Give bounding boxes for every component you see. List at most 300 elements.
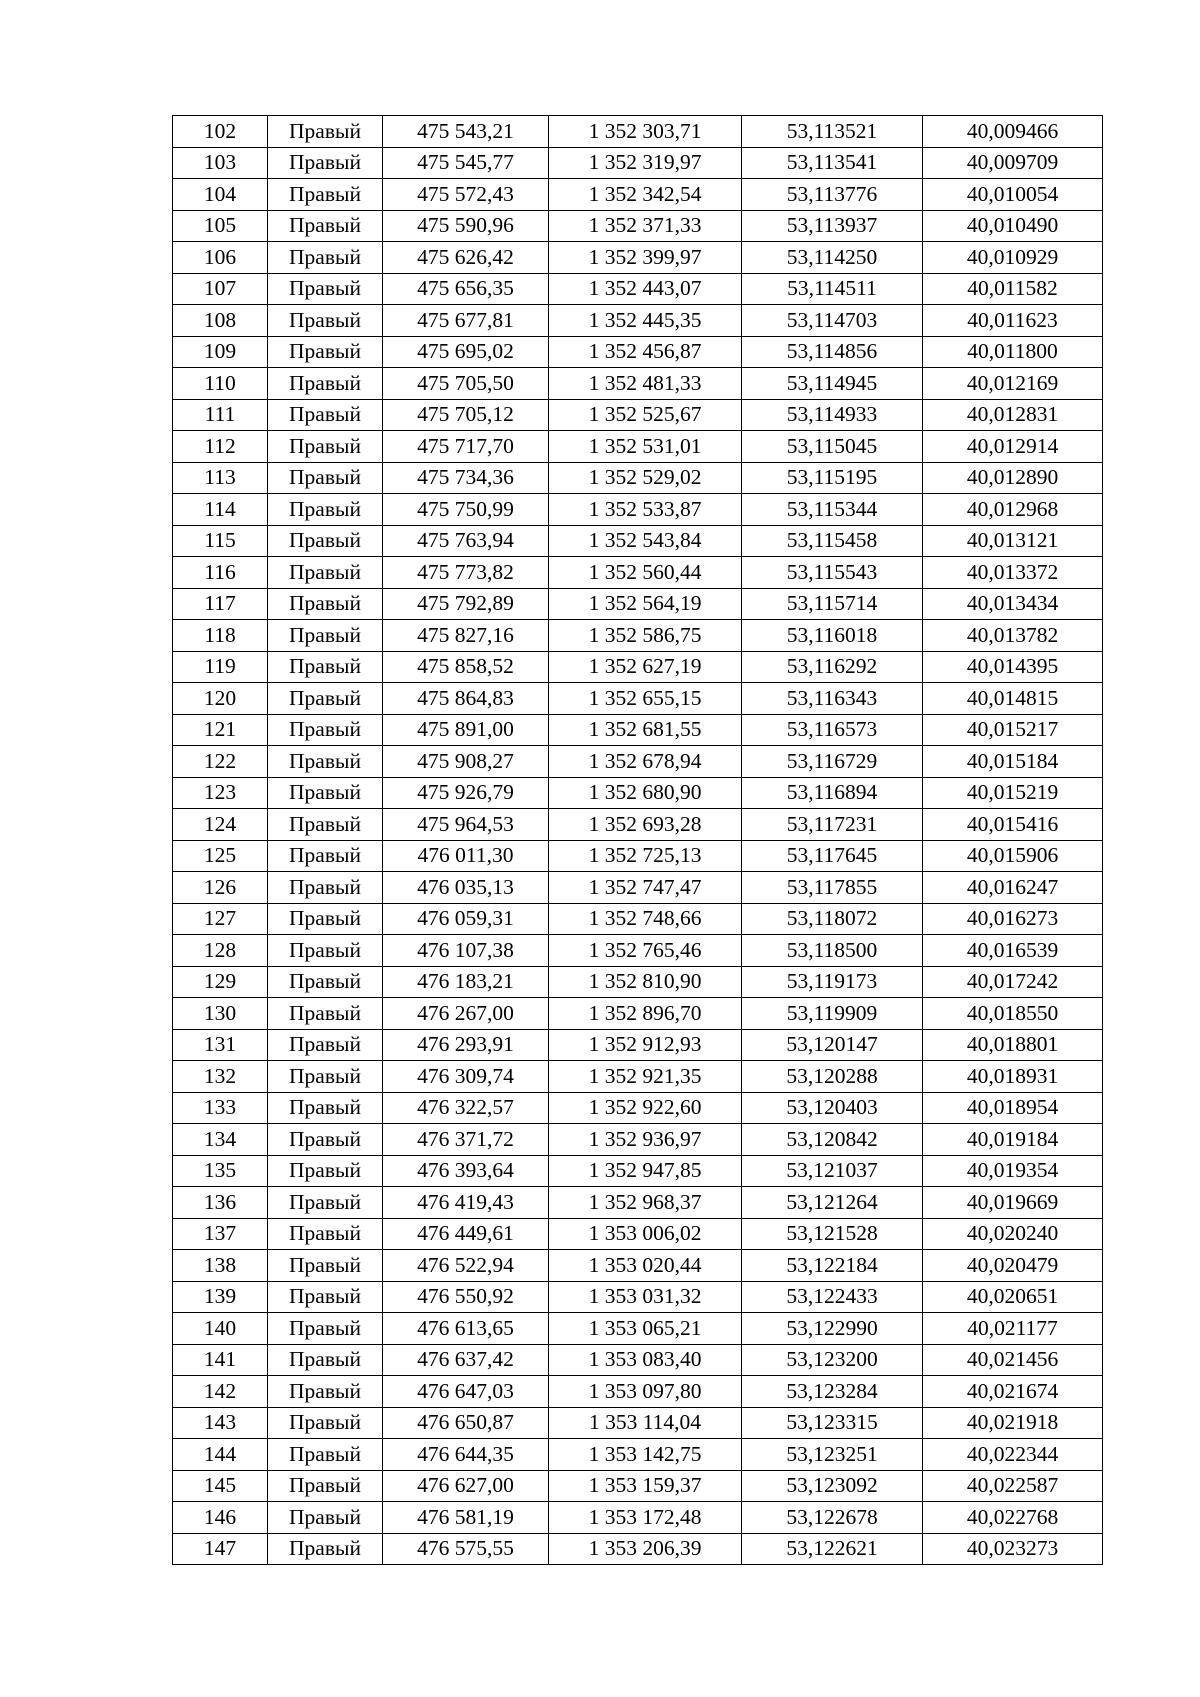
- y-coordinate-cell: 1 352 680,90: [549, 777, 742, 809]
- point-number-cell: 129: [173, 966, 268, 998]
- longitude-cell: 40,013434: [923, 588, 1103, 620]
- bank-side-cell: Правый: [268, 1533, 383, 1565]
- point-number-cell: 132: [173, 1061, 268, 1093]
- x-coordinate-cell: 476 647,03: [383, 1376, 549, 1408]
- x-coordinate-cell: 475 695,02: [383, 336, 549, 368]
- x-coordinate-cell: 476 293,91: [383, 1029, 549, 1061]
- x-coordinate-cell: 475 763,94: [383, 525, 549, 557]
- point-number-cell: 114: [173, 494, 268, 526]
- x-coordinate-cell: 475 891,00: [383, 714, 549, 746]
- bank-side-cell: Правый: [268, 210, 383, 242]
- point-number-cell: 141: [173, 1344, 268, 1376]
- bank-side-cell: Правый: [268, 525, 383, 557]
- table-row: [173, 1187, 1103, 1219]
- bank-side-cell: Правый: [268, 1439, 383, 1471]
- longitude-cell: 40,022344: [923, 1439, 1103, 1471]
- longitude-cell: 40,021177: [923, 1313, 1103, 1345]
- y-coordinate-cell: 1 352 947,85: [549, 1155, 742, 1187]
- x-coordinate-cell: 475 572,43: [383, 179, 549, 211]
- longitude-cell: 40,009709: [923, 147, 1103, 179]
- latitude-cell: 53,115458: [742, 525, 923, 557]
- y-coordinate-cell: 1 353 142,75: [549, 1439, 742, 1471]
- longitude-cell: 40,011582: [923, 273, 1103, 305]
- y-coordinate-cell: 1 352 681,55: [549, 714, 742, 746]
- y-coordinate-cell: 1 352 725,13: [549, 840, 742, 872]
- table-row: [173, 1439, 1103, 1471]
- table-row: [173, 305, 1103, 337]
- longitude-cell: 40,018931: [923, 1061, 1103, 1093]
- x-coordinate-cell: 476 322,57: [383, 1092, 549, 1124]
- y-coordinate-cell: 1 352 912,93: [549, 1029, 742, 1061]
- bank-side-cell: Правый: [268, 179, 383, 211]
- y-coordinate-cell: 1 352 456,87: [549, 336, 742, 368]
- bank-side-cell: Правый: [268, 998, 383, 1030]
- x-coordinate-cell: 476 183,21: [383, 966, 549, 998]
- table-row: [173, 242, 1103, 274]
- x-coordinate-cell: 476 267,00: [383, 998, 549, 1030]
- y-coordinate-cell: 1 353 097,80: [549, 1376, 742, 1408]
- longitude-cell: 40,021456: [923, 1344, 1103, 1376]
- y-coordinate-cell: 1 353 083,40: [549, 1344, 742, 1376]
- bank-side-cell: Правый: [268, 872, 383, 904]
- table-row: [173, 1344, 1103, 1376]
- y-coordinate-cell: 1 352 748,66: [549, 903, 742, 935]
- table-row: [173, 777, 1103, 809]
- point-number-cell: 135: [173, 1155, 268, 1187]
- table-row: [173, 935, 1103, 967]
- table-row: [173, 1029, 1103, 1061]
- table-row: [173, 1313, 1103, 1345]
- point-number-cell: 143: [173, 1407, 268, 1439]
- bank-side-cell: Правый: [268, 242, 383, 274]
- x-coordinate-cell: 475 590,96: [383, 210, 549, 242]
- x-coordinate-cell: 476 575,55: [383, 1533, 549, 1565]
- bank-side-cell: Правый: [268, 777, 383, 809]
- longitude-cell: 40,020240: [923, 1218, 1103, 1250]
- table-row: [173, 1061, 1103, 1093]
- longitude-cell: 40,010054: [923, 179, 1103, 211]
- table-row: [173, 683, 1103, 715]
- x-coordinate-cell: 475 626,42: [383, 242, 549, 274]
- point-number-cell: 145: [173, 1470, 268, 1502]
- x-coordinate-cell: 476 107,38: [383, 935, 549, 967]
- longitude-cell: 40,016247: [923, 872, 1103, 904]
- longitude-cell: 40,012831: [923, 399, 1103, 431]
- y-coordinate-cell: 1 353 020,44: [549, 1250, 742, 1282]
- bank-side-cell: Правый: [268, 399, 383, 431]
- latitude-cell: 53,114703: [742, 305, 923, 337]
- table-row: [173, 1124, 1103, 1156]
- table-row: [173, 1533, 1103, 1565]
- bank-side-cell: Правый: [268, 431, 383, 463]
- point-number-cell: 118: [173, 620, 268, 652]
- y-coordinate-cell: 1 353 206,39: [549, 1533, 742, 1565]
- y-coordinate-cell: 1 352 765,46: [549, 935, 742, 967]
- point-number-cell: 112: [173, 431, 268, 463]
- latitude-cell: 53,123251: [742, 1439, 923, 1471]
- bank-side-cell: Правый: [268, 966, 383, 998]
- point-number-cell: 146: [173, 1502, 268, 1534]
- point-number-cell: 107: [173, 273, 268, 305]
- bank-side-cell: Правый: [268, 336, 383, 368]
- x-coordinate-cell: 475 858,52: [383, 651, 549, 683]
- longitude-cell: 40,023273: [923, 1533, 1103, 1565]
- y-coordinate-cell: 1 352 968,37: [549, 1187, 742, 1219]
- x-coordinate-cell: 476 550,92: [383, 1281, 549, 1313]
- y-coordinate-cell: 1 353 172,48: [549, 1502, 742, 1534]
- x-coordinate-cell: 476 449,61: [383, 1218, 549, 1250]
- table-row: [173, 714, 1103, 746]
- longitude-cell: 40,012914: [923, 431, 1103, 463]
- table-row: [173, 1218, 1103, 1250]
- bank-side-cell: Правый: [268, 1124, 383, 1156]
- longitude-cell: 40,016273: [923, 903, 1103, 935]
- bank-side-cell: Правый: [268, 273, 383, 305]
- table-row: [173, 179, 1103, 211]
- bank-side-cell: Правый: [268, 1376, 383, 1408]
- longitude-cell: 40,013782: [923, 620, 1103, 652]
- latitude-cell: 53,116343: [742, 683, 923, 715]
- y-coordinate-cell: 1 352 922,60: [549, 1092, 742, 1124]
- latitude-cell: 53,117855: [742, 872, 923, 904]
- table-row: [173, 1470, 1103, 1502]
- bank-side-cell: Правый: [268, 903, 383, 935]
- bank-side-cell: Правый: [268, 809, 383, 841]
- longitude-cell: 40,022768: [923, 1502, 1103, 1534]
- point-number-cell: 108: [173, 305, 268, 337]
- table-row: [173, 872, 1103, 904]
- latitude-cell: 53,120403: [742, 1092, 923, 1124]
- latitude-cell: 53,113937: [742, 210, 923, 242]
- y-coordinate-cell: 1 352 560,44: [549, 557, 742, 589]
- longitude-cell: 40,015217: [923, 714, 1103, 746]
- latitude-cell: 53,121037: [742, 1155, 923, 1187]
- bank-side-cell: Правый: [268, 1187, 383, 1219]
- y-coordinate-cell: 1 352 533,87: [549, 494, 742, 526]
- longitude-cell: 40,018801: [923, 1029, 1103, 1061]
- x-coordinate-cell: 476 522,94: [383, 1250, 549, 1282]
- point-number-cell: 122: [173, 746, 268, 778]
- table-row: [173, 588, 1103, 620]
- table-row: [173, 1092, 1103, 1124]
- y-coordinate-cell: 1 352 810,90: [549, 966, 742, 998]
- latitude-cell: 53,122678: [742, 1502, 923, 1534]
- y-coordinate-cell: 1 352 531,01: [549, 431, 742, 463]
- point-number-cell: 139: [173, 1281, 268, 1313]
- table-row: [173, 966, 1103, 998]
- table-row: [173, 1502, 1103, 1534]
- point-number-cell: 140: [173, 1313, 268, 1345]
- longitude-cell: 40,009466: [923, 116, 1103, 148]
- table-row: [173, 1155, 1103, 1187]
- point-number-cell: 117: [173, 588, 268, 620]
- bank-side-cell: Правый: [268, 1407, 383, 1439]
- latitude-cell: 53,113776: [742, 179, 923, 211]
- y-coordinate-cell: 1 352 303,71: [549, 116, 742, 148]
- table-row: [173, 746, 1103, 778]
- x-coordinate-cell: 476 011,30: [383, 840, 549, 872]
- x-coordinate-cell: 475 926,79: [383, 777, 549, 809]
- latitude-cell: 53,118500: [742, 935, 923, 967]
- bank-side-cell: Правый: [268, 462, 383, 494]
- table-row: [173, 1250, 1103, 1282]
- latitude-cell: 53,114511: [742, 273, 923, 305]
- latitude-cell: 53,119909: [742, 998, 923, 1030]
- bank-side-cell: Правый: [268, 588, 383, 620]
- x-coordinate-cell: 475 864,83: [383, 683, 549, 715]
- point-number-cell: 124: [173, 809, 268, 841]
- longitude-cell: 40,019184: [923, 1124, 1103, 1156]
- table-row: [173, 399, 1103, 431]
- bank-side-cell: Правый: [268, 620, 383, 652]
- x-coordinate-cell: 475 792,89: [383, 588, 549, 620]
- latitude-cell: 53,116573: [742, 714, 923, 746]
- x-coordinate-cell: 475 827,16: [383, 620, 549, 652]
- latitude-cell: 53,115714: [742, 588, 923, 620]
- point-number-cell: 142: [173, 1376, 268, 1408]
- bank-side-cell: Правый: [268, 494, 383, 526]
- bank-side-cell: Правый: [268, 1344, 383, 1376]
- y-coordinate-cell: 1 352 319,97: [549, 147, 742, 179]
- table-row: [173, 431, 1103, 463]
- y-coordinate-cell: 1 352 564,19: [549, 588, 742, 620]
- point-number-cell: 130: [173, 998, 268, 1030]
- x-coordinate-cell: 476 393,64: [383, 1155, 549, 1187]
- latitude-cell: 53,115543: [742, 557, 923, 589]
- bank-side-cell: Правый: [268, 368, 383, 400]
- latitude-cell: 53,116292: [742, 651, 923, 683]
- longitude-cell: 40,021918: [923, 1407, 1103, 1439]
- latitude-cell: 53,114250: [742, 242, 923, 274]
- point-number-cell: 144: [173, 1439, 268, 1471]
- point-number-cell: 106: [173, 242, 268, 274]
- point-number-cell: 147: [173, 1533, 268, 1565]
- x-coordinate-cell: 476 059,31: [383, 903, 549, 935]
- bank-side-cell: Правый: [268, 1029, 383, 1061]
- point-number-cell: 137: [173, 1218, 268, 1250]
- latitude-cell: 53,117231: [742, 809, 923, 841]
- x-coordinate-cell: 476 371,72: [383, 1124, 549, 1156]
- point-number-cell: 128: [173, 935, 268, 967]
- y-coordinate-cell: 1 353 031,32: [549, 1281, 742, 1313]
- y-coordinate-cell: 1 352 586,75: [549, 620, 742, 652]
- latitude-cell: 53,123315: [742, 1407, 923, 1439]
- y-coordinate-cell: 1 352 543,84: [549, 525, 742, 557]
- latitude-cell: 53,118072: [742, 903, 923, 935]
- x-coordinate-cell: 475 543,21: [383, 116, 549, 148]
- point-number-cell: 102: [173, 116, 268, 148]
- point-number-cell: 125: [173, 840, 268, 872]
- x-coordinate-cell: 475 964,53: [383, 809, 549, 841]
- table-row: [173, 494, 1103, 526]
- longitude-cell: 40,011800: [923, 336, 1103, 368]
- x-coordinate-cell: 475 656,35: [383, 273, 549, 305]
- bank-side-cell: Правый: [268, 1281, 383, 1313]
- latitude-cell: 53,113541: [742, 147, 923, 179]
- coordinates-table: [172, 115, 1103, 1565]
- latitude-cell: 53,123284: [742, 1376, 923, 1408]
- table-row: [173, 651, 1103, 683]
- table-row: [173, 1407, 1103, 1439]
- y-coordinate-cell: 1 352 936,97: [549, 1124, 742, 1156]
- bank-side-cell: Правый: [268, 1502, 383, 1534]
- table-body: [173, 116, 1103, 1565]
- bank-side-cell: Правый: [268, 840, 383, 872]
- latitude-cell: 53,116894: [742, 777, 923, 809]
- latitude-cell: 53,116729: [742, 746, 923, 778]
- longitude-cell: 40,012968: [923, 494, 1103, 526]
- x-coordinate-cell: 475 705,50: [383, 368, 549, 400]
- y-coordinate-cell: 1 352 627,19: [549, 651, 742, 683]
- x-coordinate-cell: 476 637,42: [383, 1344, 549, 1376]
- longitude-cell: 40,010929: [923, 242, 1103, 274]
- x-coordinate-cell: 476 035,13: [383, 872, 549, 904]
- table-row: [173, 809, 1103, 841]
- latitude-cell: 53,123200: [742, 1344, 923, 1376]
- latitude-cell: 53,123092: [742, 1470, 923, 1502]
- y-coordinate-cell: 1 352 678,94: [549, 746, 742, 778]
- table-row: [173, 525, 1103, 557]
- table-row: [173, 620, 1103, 652]
- y-coordinate-cell: 1 352 443,07: [549, 273, 742, 305]
- latitude-cell: 53,117645: [742, 840, 923, 872]
- longitude-cell: 40,020479: [923, 1250, 1103, 1282]
- longitude-cell: 40,011623: [923, 305, 1103, 337]
- longitude-cell: 40,013372: [923, 557, 1103, 589]
- longitude-cell: 40,016539: [923, 935, 1103, 967]
- bank-side-cell: Правый: [268, 1155, 383, 1187]
- bank-side-cell: Правый: [268, 1250, 383, 1282]
- latitude-cell: 53,120288: [742, 1061, 923, 1093]
- latitude-cell: 53,121528: [742, 1218, 923, 1250]
- table-row: [173, 462, 1103, 494]
- bank-side-cell: Правый: [268, 557, 383, 589]
- bank-side-cell: Правый: [268, 746, 383, 778]
- y-coordinate-cell: 1 352 399,97: [549, 242, 742, 274]
- y-coordinate-cell: 1 352 747,47: [549, 872, 742, 904]
- table-row: [173, 116, 1103, 148]
- bank-side-cell: Правый: [268, 935, 383, 967]
- longitude-cell: 40,015906: [923, 840, 1103, 872]
- y-coordinate-cell: 1 352 693,28: [549, 809, 742, 841]
- y-coordinate-cell: 1 352 371,33: [549, 210, 742, 242]
- table-row: [173, 557, 1103, 589]
- y-coordinate-cell: 1 352 529,02: [549, 462, 742, 494]
- point-number-cell: 121: [173, 714, 268, 746]
- longitude-cell: 40,013121: [923, 525, 1103, 557]
- longitude-cell: 40,019354: [923, 1155, 1103, 1187]
- y-coordinate-cell: 1 352 655,15: [549, 683, 742, 715]
- x-coordinate-cell: 475 908,27: [383, 746, 549, 778]
- y-coordinate-cell: 1 352 445,35: [549, 305, 742, 337]
- point-number-cell: 113: [173, 462, 268, 494]
- point-number-cell: 119: [173, 651, 268, 683]
- table-row: [173, 840, 1103, 872]
- point-number-cell: 111: [173, 399, 268, 431]
- point-number-cell: 138: [173, 1250, 268, 1282]
- table-row: [173, 336, 1103, 368]
- latitude-cell: 53,120842: [742, 1124, 923, 1156]
- table-row: [173, 998, 1103, 1030]
- table-row: [173, 903, 1103, 935]
- x-coordinate-cell: 476 309,74: [383, 1061, 549, 1093]
- x-coordinate-cell: 476 419,43: [383, 1187, 549, 1219]
- point-number-cell: 131: [173, 1029, 268, 1061]
- latitude-cell: 53,120147: [742, 1029, 923, 1061]
- point-number-cell: 133: [173, 1092, 268, 1124]
- point-number-cell: 136: [173, 1187, 268, 1219]
- longitude-cell: 40,019669: [923, 1187, 1103, 1219]
- x-coordinate-cell: 475 705,12: [383, 399, 549, 431]
- latitude-cell: 53,122990: [742, 1313, 923, 1345]
- bank-side-cell: Правый: [268, 1313, 383, 1345]
- y-coordinate-cell: 1 353 159,37: [549, 1470, 742, 1502]
- y-coordinate-cell: 1 352 525,67: [549, 399, 742, 431]
- x-coordinate-cell: 475 750,99: [383, 494, 549, 526]
- x-coordinate-cell: 475 677,81: [383, 305, 549, 337]
- bank-side-cell: Правый: [268, 1218, 383, 1250]
- x-coordinate-cell: 475 734,36: [383, 462, 549, 494]
- latitude-cell: 53,113521: [742, 116, 923, 148]
- x-coordinate-cell: 475 545,77: [383, 147, 549, 179]
- y-coordinate-cell: 1 352 921,35: [549, 1061, 742, 1093]
- point-number-cell: 110: [173, 368, 268, 400]
- point-number-cell: 120: [173, 683, 268, 715]
- longitude-cell: 40,018954: [923, 1092, 1103, 1124]
- longitude-cell: 40,021674: [923, 1376, 1103, 1408]
- table-row: [173, 210, 1103, 242]
- x-coordinate-cell: 476 613,65: [383, 1313, 549, 1345]
- longitude-cell: 40,014395: [923, 651, 1103, 683]
- latitude-cell: 53,115045: [742, 431, 923, 463]
- latitude-cell: 53,122621: [742, 1533, 923, 1565]
- latitude-cell: 53,114856: [742, 336, 923, 368]
- x-coordinate-cell: 476 644,35: [383, 1439, 549, 1471]
- bank-side-cell: Правый: [268, 116, 383, 148]
- y-coordinate-cell: 1 353 065,21: [549, 1313, 742, 1345]
- bank-side-cell: Правый: [268, 1061, 383, 1093]
- point-number-cell: 115: [173, 525, 268, 557]
- latitude-cell: 53,114945: [742, 368, 923, 400]
- bank-side-cell: Правый: [268, 714, 383, 746]
- table-row: [173, 1281, 1103, 1313]
- point-number-cell: 126: [173, 872, 268, 904]
- y-coordinate-cell: 1 352 896,70: [549, 998, 742, 1030]
- latitude-cell: 53,121264: [742, 1187, 923, 1219]
- latitude-cell: 53,122433: [742, 1281, 923, 1313]
- longitude-cell: 40,015184: [923, 746, 1103, 778]
- x-coordinate-cell: 476 581,19: [383, 1502, 549, 1534]
- longitude-cell: 40,015219: [923, 777, 1103, 809]
- point-number-cell: 127: [173, 903, 268, 935]
- point-number-cell: 105: [173, 210, 268, 242]
- bank-side-cell: Правый: [268, 651, 383, 683]
- point-number-cell: 109: [173, 336, 268, 368]
- point-number-cell: 134: [173, 1124, 268, 1156]
- table-row: [173, 273, 1103, 305]
- latitude-cell: 53,119173: [742, 966, 923, 998]
- longitude-cell: 40,014815: [923, 683, 1103, 715]
- point-number-cell: 116: [173, 557, 268, 589]
- point-number-cell: 123: [173, 777, 268, 809]
- x-coordinate-cell: 476 650,87: [383, 1407, 549, 1439]
- latitude-cell: 53,122184: [742, 1250, 923, 1282]
- latitude-cell: 53,114933: [742, 399, 923, 431]
- bank-side-cell: Правый: [268, 305, 383, 337]
- y-coordinate-cell: 1 353 006,02: [549, 1218, 742, 1250]
- latitude-cell: 53,116018: [742, 620, 923, 652]
- bank-side-cell: Правый: [268, 1470, 383, 1502]
